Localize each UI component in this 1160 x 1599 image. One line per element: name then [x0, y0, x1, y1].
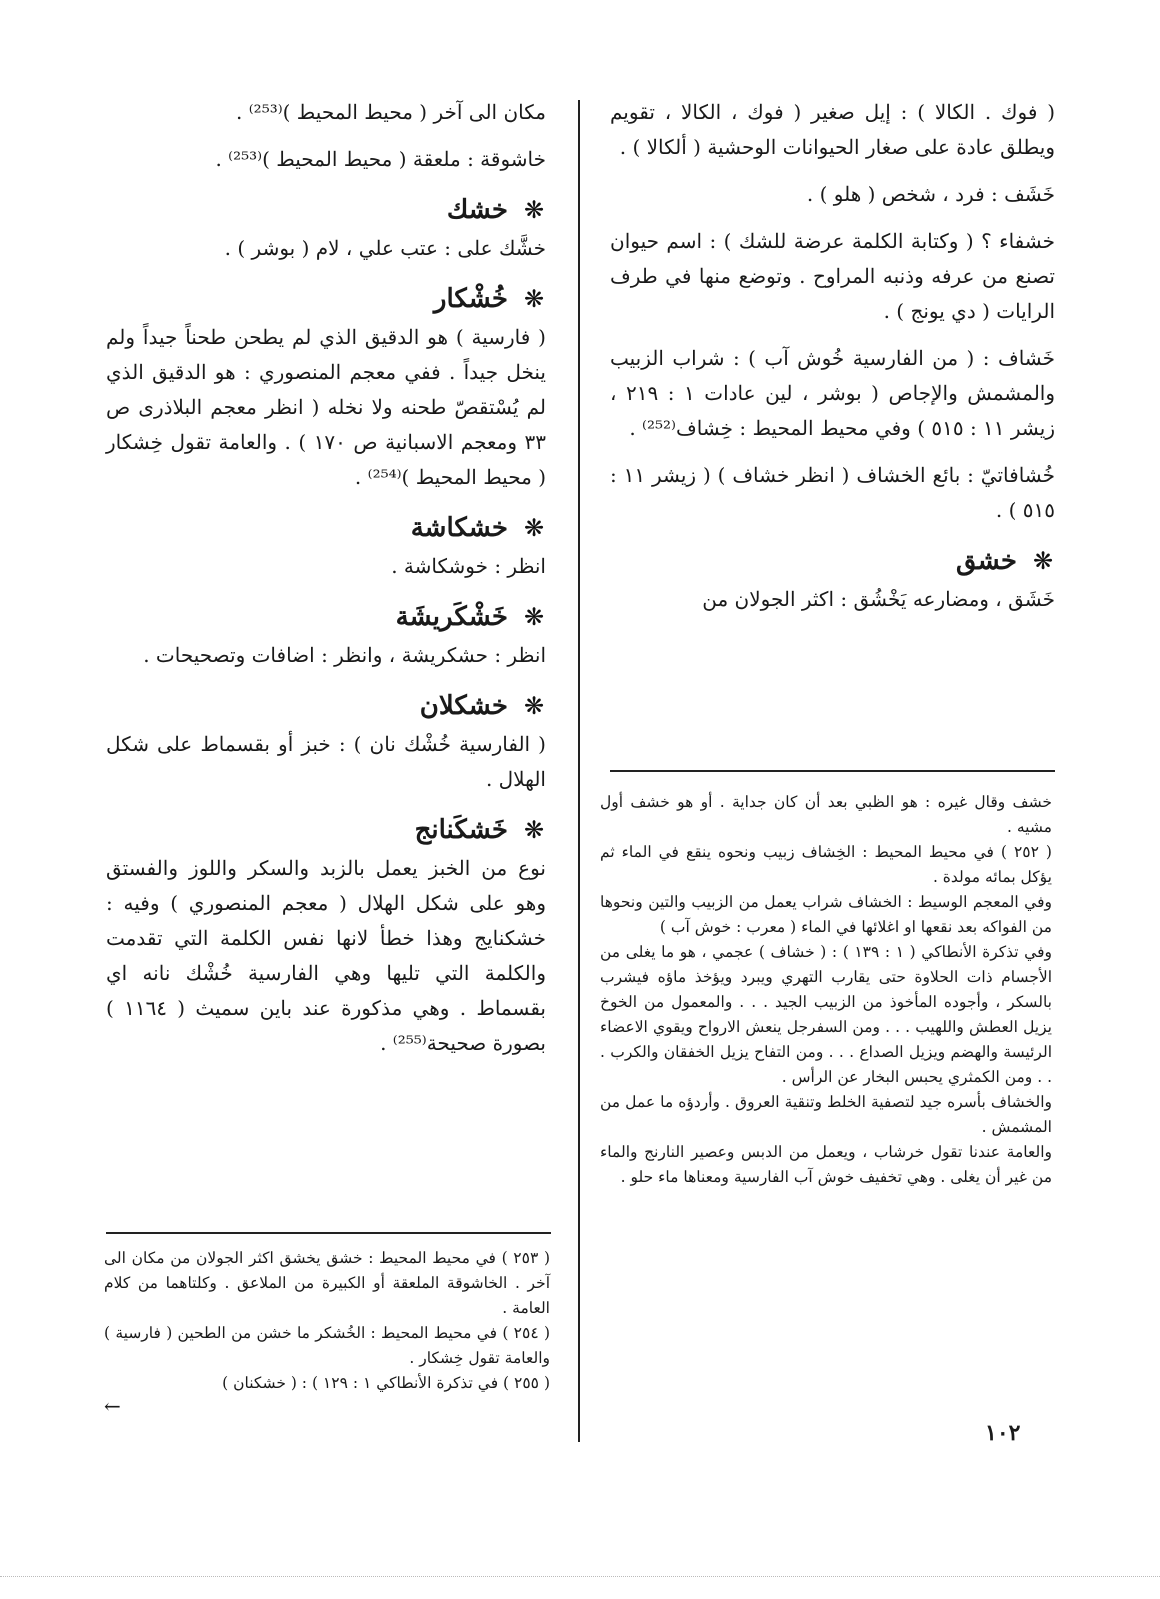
entry-text: نوع من الخبز يعمل بالزبد والسكر واللوز والفستق وهو على شكل الهلال ( معجم المنصوري ) وفيه : خشكنايج وهذا خطأ لانها نفس الكلمة التي تقدمت والكلمة التي تليها وهي الفارسية خُشْك نانه اي بقسماط . وهي مذكورة عند باين سميث ( ١١٦٤ ) بصورة صحيحة⁽²⁵⁵⁾ . [106, 856, 546, 1055]
asterisk-icon: ❋ [523, 285, 545, 313]
footnote: وفي المعجم الوسيط : الخشاف شراب يعمل من الزبيب والتين ونحوها من الفواكه بعد نقعها او اغلائها في الماء ( معرب : خوش آب ) [600, 893, 1052, 936]
entry-paragraph: خُشافاتيّ : بائع الخشاف ( انظر خشاف ) ( زيشر ١١ : ٥١٥ ) . [610, 463, 1055, 522]
headword: خشق [956, 546, 1017, 576]
left-column [106, 95, 546, 1073]
headword: خَشْكَريشَة [395, 602, 508, 632]
page-number: ١٠٢ [985, 1420, 1021, 1446]
asterisk-icon: ❋ [523, 692, 545, 720]
entry-khashkarisha [106, 598, 546, 673]
entry-khashkasha [106, 509, 546, 584]
entry-paragraph: خَشاف : ( من الفارسية خُوش آب ) : شراب الزبيب والمشمش والإجاص ( بوشر ، لين عادات ١ : ٢١٩ ، زيشر ١١ : ٥١٥ ) وفي محيط المحيط : خِشاف⁽²⁵²⁾ . [610, 346, 1056, 440]
entry-khashaq [610, 542, 1055, 617]
entry-text: انظر : خوشكاشة . [391, 554, 546, 578]
asterisk-icon: ❋ [523, 603, 545, 631]
asterisk-icon: ❋ [523, 196, 545, 224]
headword: خُشْكار [433, 284, 508, 314]
footnote-rule [106, 1232, 551, 1234]
entry-paragraph: خاشوقة : ملعقة ( محيط المحيط )⁽²⁵³⁾ . [215, 147, 546, 171]
scan-edge-divider [0, 1576, 1160, 1577]
column-divider [578, 100, 580, 1442]
asterisk-icon: ❋ [523, 816, 545, 844]
footnote-rule [610, 770, 1055, 772]
footnote: والخشاف بأسره جيد لتصفية الخلط وتنقية العروق . وأردؤه ما عمل من المشمش . [600, 1093, 1052, 1136]
footnote: ( ٢٥٥ ) في تذكرة الأنطاكي ١ : ١٢٩ ) : ( خشكنان ) [222, 1374, 550, 1392]
footnote: ( ٢٥٢ ) في محيط المحيط : الخِشاف زبيب ونحوه ينقع في الماء ثم يؤكل بمائه مولدة . [600, 843, 1052, 886]
entry-text: خشَّك على : عتب علي ، لام ( بوشر ) . [224, 236, 546, 260]
entry-paragraph: خشفاء ؟ ( وكتابة الكلمة عرضة للشك ) : اسم حيوان تصنع من عرفه وذنبه المراوح . وتوضع منها في طرف الرايات ( دي يونج ) . [610, 229, 1055, 323]
footnote: خشف وقال غيره : هو الظبي بعد أن كان جداية . أو هو خشف أول مشيه . [600, 793, 1052, 836]
entry-paragraph: خَشَف : فرد ، شخص ( هلو ) . [806, 182, 1055, 206]
footnotes-right [600, 790, 1052, 1190]
headword: خشك [446, 195, 508, 225]
entry-khushkar [106, 280, 546, 495]
right-column [610, 95, 1055, 629]
entry-khashkalan [106, 687, 546, 797]
headword: خشكلان [419, 691, 508, 721]
entry-khashkananij [106, 811, 546, 1061]
entry-text: ( فارسية ) هو الدقيق الذي لم يطحن طحناً جيداً ولم ينخل جيداً . ففي معجم المنصوري : هو الدقيق الذي لم يُسْتقصّ طحنه ولا نخله ( انظر معجم البلاذرى ص ٣٣ ومعجم الاسبانية ص ١٧٠ ) . والعامة تقول خِشكار ( محيط المحيط )⁽²⁵⁴⁾ . [106, 325, 546, 489]
footnote: والعامة عندنا تقول خرشاب ، ويعمل من الدبس وعصير النارنج والماء من غير أن يغلى . وهي تخفيف خوش آب الفارسية ومعناها ماء حلو . [600, 1143, 1052, 1186]
footnote: ( ٢٥٣ ) في محيط المحيط : خشق يخشق اكثر الجولان من مكان الى آخر . الخاشوقة الملعقة أو الكبيرة من الملاعق . وكلتاهما من كلام العامة . [104, 1249, 550, 1317]
headword: خَشكَنانج [414, 815, 508, 845]
continuation-arrow-icon: ← [104, 1394, 121, 1418]
asterisk-icon: ❋ [523, 514, 545, 542]
headword: خشكاشة [410, 513, 508, 543]
entry-text: انظر : حشكريشة ، وانظر : اضافات وتصحيحات . [143, 643, 546, 667]
entry-khashak [106, 191, 546, 266]
entry-paragraph: مكان الى آخر ( محيط المحيط )⁽²⁵³⁾ . [236, 100, 546, 124]
entry-text: ( الفارسية خُشْك نان ) : خبز أو بقسماط على شكل الهلال . [106, 732, 546, 791]
footnotes-left [104, 1246, 550, 1421]
asterisk-icon: ❋ [1032, 547, 1054, 575]
footnote: ( ٢٥٤ ) في محيط المحيط : الخُشكر ما خشن من الطحين ( فارسية ) والعامة تقول خِشكار . [104, 1324, 550, 1367]
entry-text: خَشَق ، ومضارعه يَخْشُق : اكثر الجولان من [702, 587, 1055, 611]
entry-paragraph: ( فوك . الكالا ) : إيل صغير ( فوك ، الكالا ، تقويم ويطلق عادة على صغار الحيوانات الوحشية ( ألكالا ) . [610, 100, 1055, 159]
footnote: وفي تذكرة الأنطاكي ( ١ : ١٣٩ ) : ( خشاف ) عجمي ، هو ما يغلى من الأجسام ذات الحلاوة حتى يقارب التهري ويبرد ويؤخذ ماؤه فيشرب بالسكر ، وأجوده المأخوذ من الزبيب الجيد . . . والمعمول من الخوخ يزيل العطش واللهيب . . . ومن السفرجل ينعش الارواح ويقوي الاعضاء الرئيسة والهضم ويزيل الصداع . . . ومن التفاح يزيل الخفقان والكرب . . . ومن الكمثري يحبس البخار عن الرأس . [600, 943, 1052, 1086]
